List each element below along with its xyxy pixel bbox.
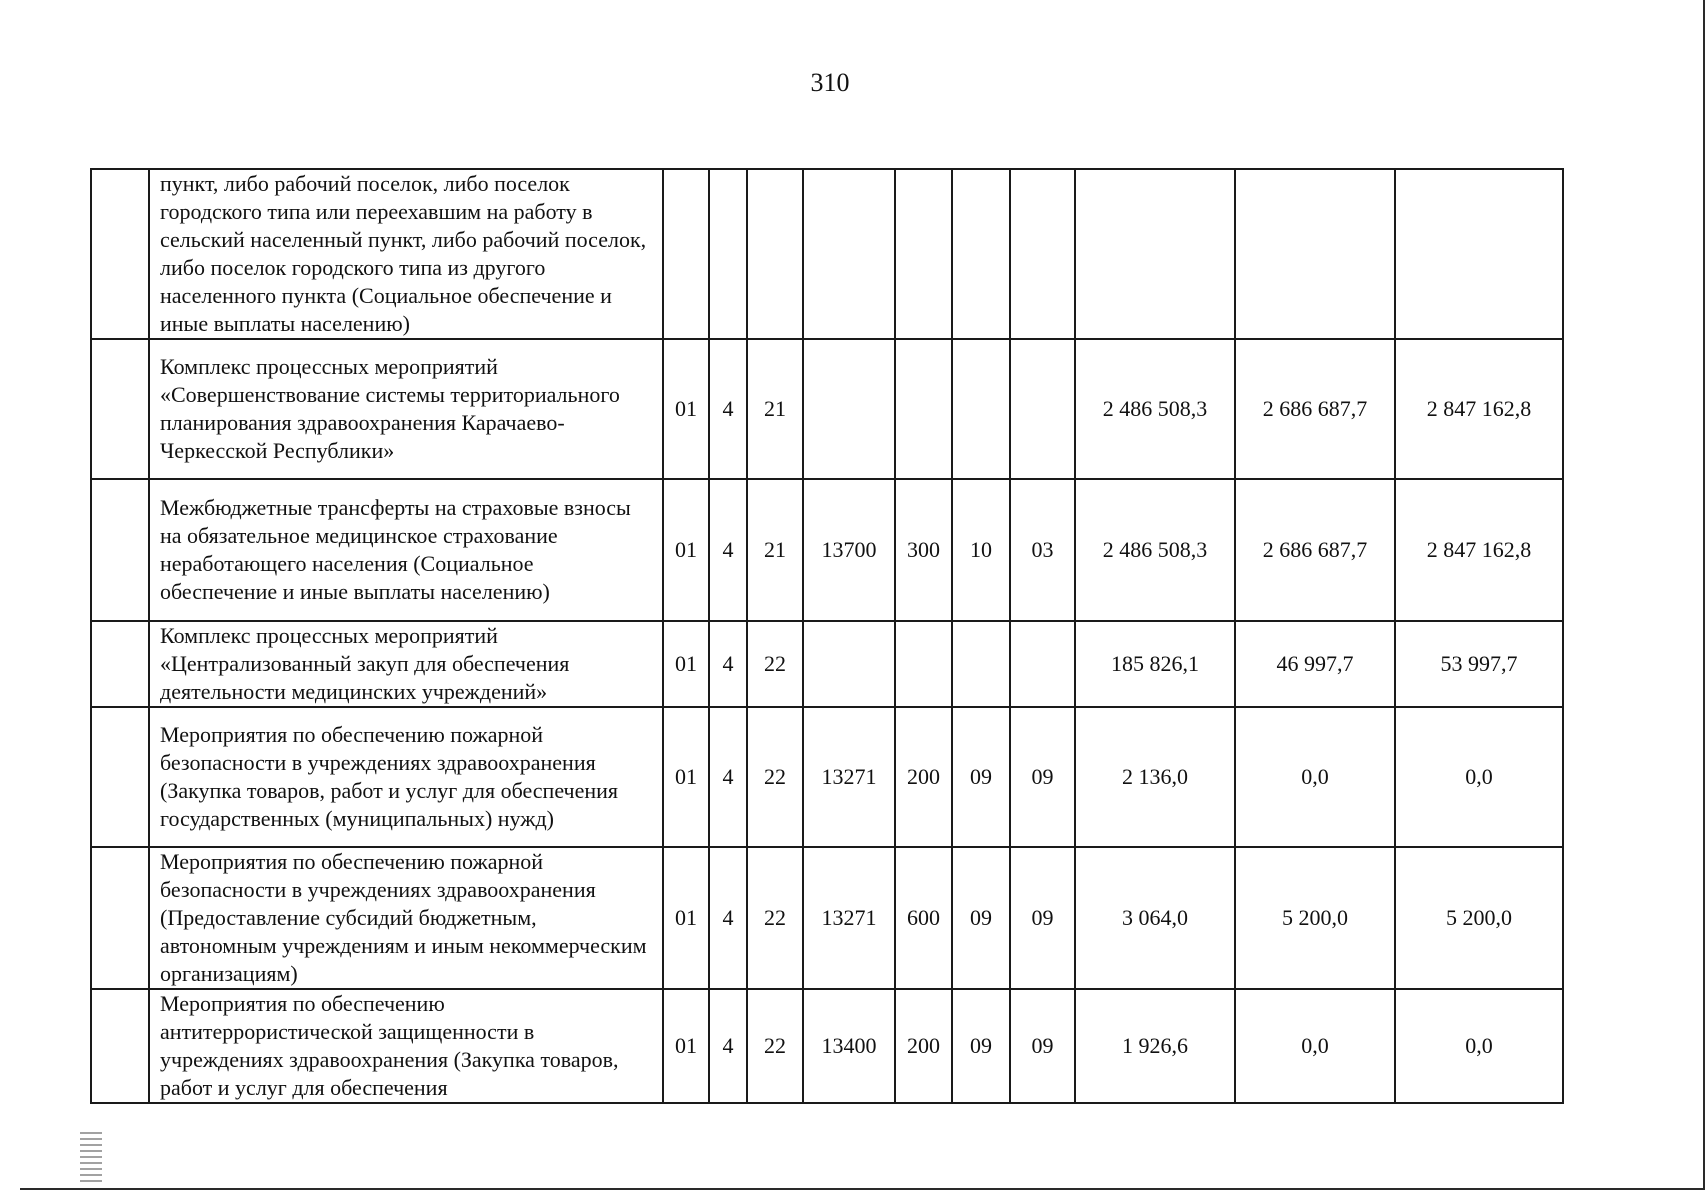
structural-element-cell: 21 — [747, 479, 803, 621]
amount-year-2-cell: 2 686 687,7 — [1235, 339, 1395, 479]
page-edge-bottom — [20, 1188, 1705, 1190]
table-row — [91, 621, 1563, 707]
amount-year-3-cell — [1395, 169, 1563, 339]
subprogram-type-cell: 4 — [709, 989, 747, 1103]
program-code-cell: 01 — [663, 707, 709, 847]
direction-code-cell — [803, 621, 895, 707]
amount-year-1-cell: 3 064,0 — [1075, 847, 1235, 989]
amount-year-3-cell: 5 200,0 — [1395, 847, 1563, 989]
subsection-cell: 09 — [1010, 707, 1075, 847]
amount-year-2-cell: 0,0 — [1235, 989, 1395, 1103]
amount-year-3-cell: 0,0 — [1395, 707, 1563, 847]
section-cell — [952, 339, 1010, 479]
description-cell: Мероприятия по обеспечению антитеррористической защищенности в учреждениях здравоохранения (Закупка товаров, работ и услуг для обеспечения — [149, 989, 663, 1103]
structural-element-cell — [747, 169, 803, 339]
table-row — [91, 339, 1563, 479]
table-row — [91, 707, 1563, 847]
amount-year-3-cell: 53 997,7 — [1395, 621, 1563, 707]
description-cell: Межбюджетные трансферты на страховые взносы на обязательное медицинское страхование неработающего населения (Социальное обеспечение и иные выплаты населению) — [149, 479, 663, 621]
section-cell: 09 — [952, 989, 1010, 1103]
description-cell: Мероприятия по обеспечению пожарной безопасности в учреждениях здравоохранения (Закупка товаров, работ и услуг для обеспечения государственных (муниципальных) нужд) — [149, 707, 663, 847]
subprogram-type-cell: 4 — [709, 621, 747, 707]
table-row — [91, 847, 1563, 989]
budget-table — [90, 168, 1564, 1104]
amount-year-3-cell: 2 847 162,8 — [1395, 339, 1563, 479]
row-index-cell — [91, 339, 149, 479]
amount-year-2-cell: 5 200,0 — [1235, 847, 1395, 989]
amount-year-1-cell — [1075, 169, 1235, 339]
row-index-cell — [91, 707, 149, 847]
section-cell: 09 — [952, 847, 1010, 989]
amount-year-3-cell: 2 847 162,8 — [1395, 479, 1563, 621]
table-row — [91, 479, 1563, 621]
page-number: 310 — [810, 68, 850, 97]
direction-code-cell: 13400 — [803, 989, 895, 1103]
amount-year-1-cell: 2 136,0 — [1075, 707, 1235, 847]
expense-type-cell: 600 — [895, 847, 952, 989]
table-row — [91, 989, 1563, 1103]
amount-year-1-cell: 185 826,1 — [1075, 621, 1235, 707]
row-index-cell — [91, 621, 149, 707]
description-cell: Комплекс процессных мероприятий «Совершенствование системы территориального планирования здравоохранения Карачаево-Черкесской Республики» — [149, 339, 663, 479]
structural-element-cell: 22 — [747, 621, 803, 707]
expense-type-cell: 200 — [895, 707, 952, 847]
expense-type-cell — [895, 169, 952, 339]
expense-type-cell — [895, 621, 952, 707]
structural-element-cell: 22 — [747, 707, 803, 847]
subprogram-type-cell — [709, 169, 747, 339]
section-cell: 09 — [952, 707, 1010, 847]
direction-code-cell: 13271 — [803, 707, 895, 847]
program-code-cell: 01 — [663, 339, 709, 479]
amount-year-2-cell: 2 686 687,7 — [1235, 479, 1395, 621]
amount-year-1-cell: 1 926,6 — [1075, 989, 1235, 1103]
section-cell — [952, 169, 1010, 339]
subsection-cell — [1010, 169, 1075, 339]
program-code-cell: 01 — [663, 479, 709, 621]
direction-code-cell — [803, 169, 895, 339]
scan-mark — [80, 1130, 102, 1182]
expense-type-cell — [895, 339, 952, 479]
section-cell: 10 — [952, 479, 1010, 621]
subprogram-type-cell: 4 — [709, 707, 747, 847]
row-index-cell — [91, 169, 149, 339]
subsection-cell — [1010, 621, 1075, 707]
subprogram-type-cell: 4 — [709, 479, 747, 621]
amount-year-3-cell: 0,0 — [1395, 989, 1563, 1103]
row-index-cell — [91, 847, 149, 989]
description-cell: пункт, либо рабочий поселок, либо поселок городского типа или переехавшим на работу в сельский населенный пункт, либо рабочий поселок, либо поселок городского типа из другого населенного пункта (Социальное обеспечение и иные выплаты населению) — [149, 169, 663, 339]
description-cell: Комплекс процессных мероприятий «Централизованный закуп для обеспечения деятельности медицинских учреждений» — [149, 621, 663, 707]
description-cell: Мероприятия по обеспечению пожарной безопасности в учреждениях здравоохранения (Предоставление субсидий бюджетным, автономным учреждениям и иным некоммерческим организациям) — [149, 847, 663, 989]
subsection-cell: 03 — [1010, 479, 1075, 621]
subsection-cell: 09 — [1010, 847, 1075, 989]
row-index-cell — [91, 989, 149, 1103]
amount-year-2-cell: 46 997,7 — [1235, 621, 1395, 707]
subprogram-type-cell: 4 — [709, 847, 747, 989]
program-code-cell: 01 — [663, 847, 709, 989]
program-code-cell: 01 — [663, 621, 709, 707]
amount-year-2-cell: 0,0 — [1235, 707, 1395, 847]
amount-year-2-cell — [1235, 169, 1395, 339]
direction-code-cell: 13271 — [803, 847, 895, 989]
structural-element-cell: 22 — [747, 989, 803, 1103]
expense-type-cell: 300 — [895, 479, 952, 621]
amount-year-1-cell: 2 486 508,3 — [1075, 339, 1235, 479]
section-cell — [952, 621, 1010, 707]
subsection-cell: 09 — [1010, 989, 1075, 1103]
row-index-cell — [91, 479, 149, 621]
program-code-cell — [663, 169, 709, 339]
program-code-cell: 01 — [663, 989, 709, 1103]
direction-code-cell: 13700 — [803, 479, 895, 621]
structural-element-cell: 21 — [747, 339, 803, 479]
structural-element-cell: 22 — [747, 847, 803, 989]
subsection-cell — [1010, 339, 1075, 479]
table-row — [91, 169, 1563, 339]
subprogram-type-cell: 4 — [709, 339, 747, 479]
amount-year-1-cell: 2 486 508,3 — [1075, 479, 1235, 621]
direction-code-cell — [803, 339, 895, 479]
expense-type-cell: 200 — [895, 989, 952, 1103]
